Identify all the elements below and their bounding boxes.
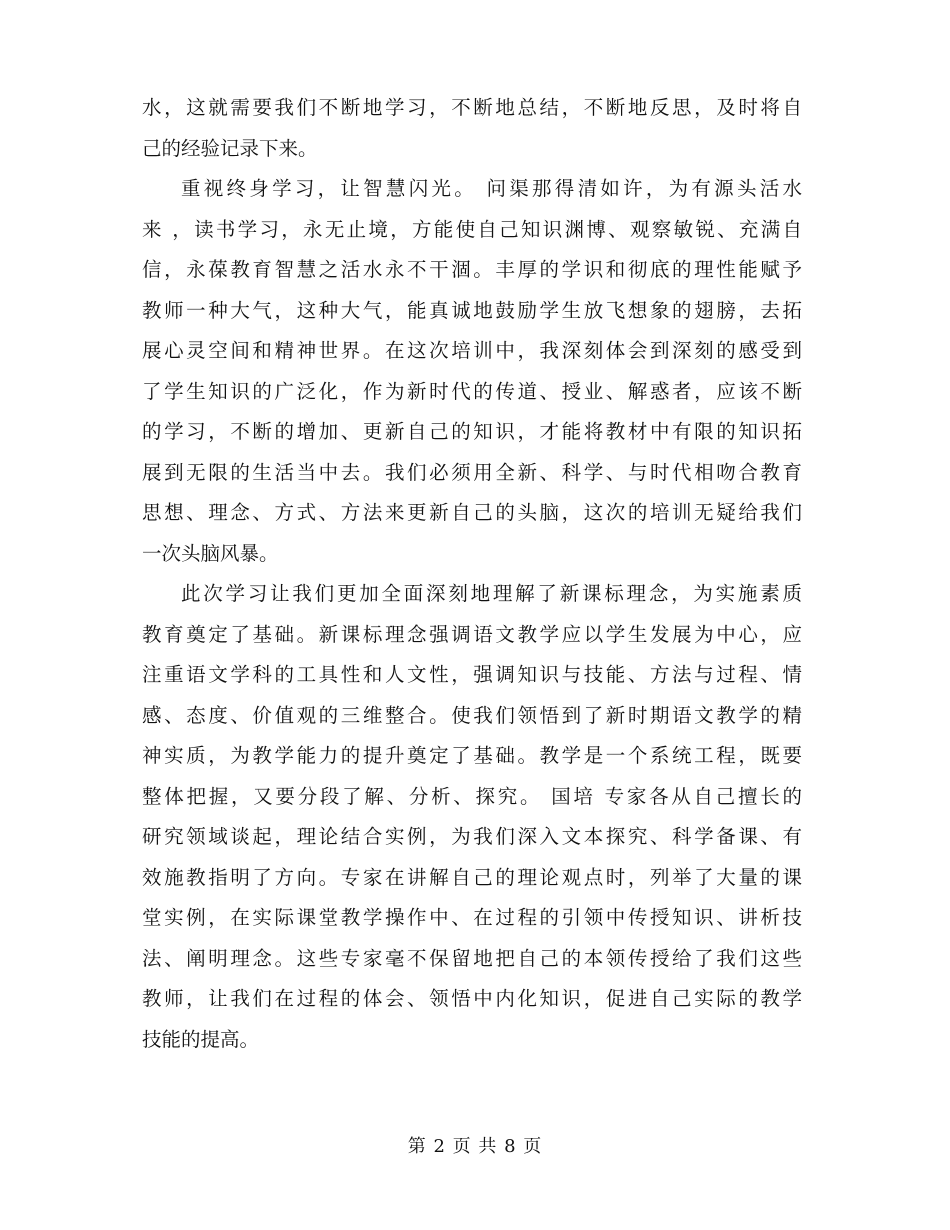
text-line: 了学生知识的广泛化，作为新时代的传道、授业、解惑者，应该不断 [142,379,802,403]
text-line: 来 ，读书学习，永无止境，方能使自己知识渊博、观察敏锐、充满自 [142,217,802,241]
text-line: 教育奠定了基础。新课标理念强调语文教学应以学生发展为中心，应 [142,622,802,646]
text-line: 整体把握，又要分段了解、分析、探究。 国培 专家各从自己擅长的 [142,784,802,808]
page-number-footer: 第 2 页 共 8 页 [407,1136,543,1157]
text-line: 的学习，不断的增加、更新自己的知识，才能将教材中有限的知识拓 [142,420,802,443]
text-line: 感、态度、价值观的三维整合。使我们领悟到了新时期语文教学的精 [142,703,802,727]
text-line: 技能的提高。 [142,1027,260,1051]
text-line: 效施教指明了方向。专家在讲解自己的理论观点时，列举了大量的课 [142,865,802,889]
text-line: 神实质，为教学能力的提升奠定了基础。教学是一个系统工程，既要 [142,744,802,767]
text-line: 展到无限的生活当中去。我们必须用全新、科学、与时代相吻合教育 [142,460,802,484]
text-line: 水，这就需要我们不断地学习，不断地总结，不断地反思，及时将自 [142,96,802,119]
text-line: 教师，让我们在过程的体会、领悟中内化知识，促进自己实际的教学 [142,987,802,1010]
text-line: 信，永葆教育智慧之活水永不干涸。丰厚的学识和彻底的理性能赋予 [142,258,802,281]
text-line: 展心灵空间和精神世界。在这次培训中，我深刻体会到深刻的感受到 [142,339,802,362]
text-line: 注重语文学科的工具性和人文性，强调知识与技能、方法与过程、情 [142,663,802,686]
text-line: 法、阐明理念。这些专家毫不保留地把自己的本领传授给了我们这些 [142,946,802,970]
text-line: 研究领域谈起，理论结合实例，为我们深入文本探究、科学备课、有 [142,825,802,848]
text-line: 重视终身学习，让智慧闪光。 问渠那得清如许，为有源头活水 [181,177,802,200]
text-line: 己的经验记录下来。 [142,136,318,160]
text-line: 思想、理念、方式、方法来更新自己的头脑，这次的培训无疑给我们 [142,501,802,524]
body-text [142,88,802,1060]
text-line: 教师一种大气，这种大气，能真诚地鼓励学生放飞想象的翅膀，去拓 [142,298,802,322]
text-line: 一次头脑风暴。 [142,541,279,565]
text-line: 堂实例，在实际课堂教学操作中、在过程的引领中传授知识、讲析技 [142,906,802,929]
text-line: 此次学习让我们更加全面深刻地理解了新课标理念，为实施素质 [181,582,802,605]
